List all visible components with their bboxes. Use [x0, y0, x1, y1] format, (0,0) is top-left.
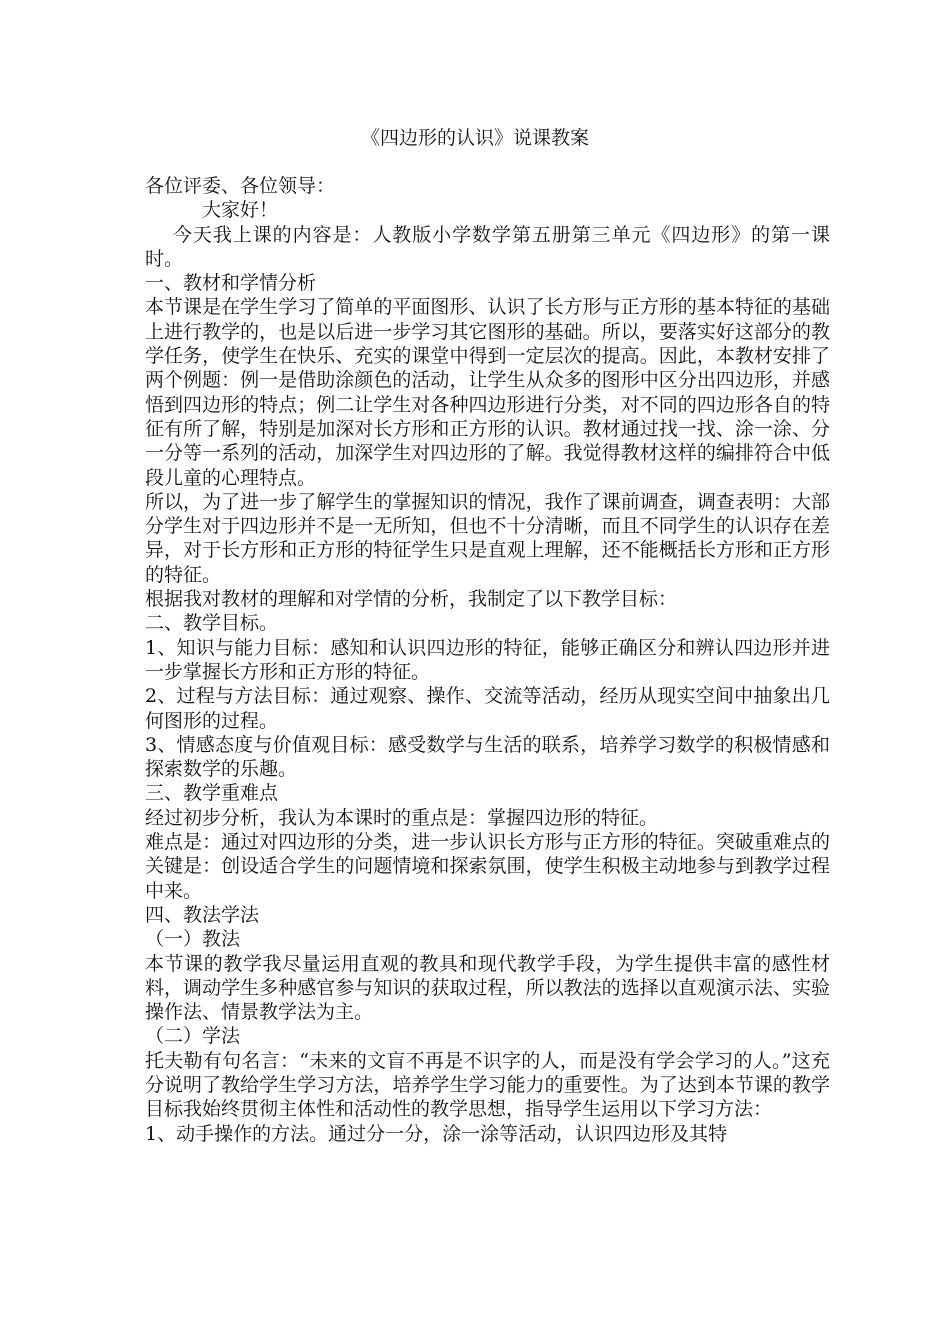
subheading-learning-method: （二）学法 [145, 1025, 241, 1048]
section-heading-4: 四、教法学法 [145, 903, 260, 926]
subheading-teaching-method: （一）教法 [145, 928, 241, 951]
paragraph-material-analysis: 本节课是在学生学习了简单的平面图形、认识了长方形与正方形的基本特征的基础上进行教学的，也是以后进一步学习其它图形的基础。所以，要落实好这部分的教学任务，使学生在快乐、充实的课堂中得到一定层次的提高。因此，本教材安排了两个例题：例一是借助涂颜色的活动，让学生从众多的图形中区分出四边形，并感悟到四边形的特点；例二让学生对各种四边形进行分类，对不同的四边形各自的特征有所了解，特别是加深对长方形和正方形的认识。教材通过找一找、涂一涂、分一分等一系列的活动，加深学生对四边形的了解。我觉得教材这样的编排符合中低段儿童的心理特点。 [145, 296, 830, 489]
goal-item-1: 1、知识与能力目标：感知和认识四边形的特征，能够正确区分和辨认四边形并进一步掌握长方形和正方形的特征。 [145, 636, 830, 683]
paragraph-learning-method: 托夫勒有句名言：“未来的文盲不再是不识字的人，而是没有学会学习的人。”这充分说明了教给学生学习方法，培养学生学习能力的重要性。为了达到本节课的教学目标我始终贯彻主体性和活动性的教学思想，指导学生运用以下学习方法： [145, 1049, 830, 1121]
goal-item-2: 2、过程与方法目标：通过观察、操作、交流等活动，经历从现实空间中抽象出几何图形的过程。 [145, 685, 830, 732]
paragraph-goal-lead: 根据我对教材的理解和对学情的分析，我制定了以下教学目标： [145, 588, 678, 611]
greeting: 大家好！ [202, 199, 279, 222]
section-heading-1: 一、教材和学情分析 [145, 272, 317, 295]
section-heading-3: 三、教学重难点 [145, 782, 279, 805]
intro-paragraph: 今天我上课的内容是：人教版小学数学第五册第三单元《四边形》的第一课时。 [145, 223, 830, 270]
paragraph-teaching-method: 本节课的教学我尽量运用直观的教具和现代教学手段，为学生提供丰富的感性材料，调动学生多种感官参与知识的获取过程，所以教法的选择以直观演示法、实验操作法、情景教学法为主。 [145, 952, 830, 1024]
salutation: 各位评委、各位领导： [145, 175, 336, 197]
goal-item-3: 3、情感态度与价值观目标：感受数学与生活的联系，培养学习数学的积极情感和探索数学的乐趣。 [145, 733, 830, 781]
section-heading-2: 二、教学目标。 [145, 612, 279, 635]
document-title: 《四边形的认识》说课教案 [360, 127, 589, 149]
paragraph-student-survey: 所以，为了进一步了解学生的掌握知识的情况，我作了课前调查，调查表明：大部分学生对于四边形并不是一无所知，但也不十分清晰，而且不同学生的认识存在差异，对于长方形和正方形的特征学生只是直观上理解，还不能概括长方形和正方形的特征。 [145, 490, 830, 586]
paragraph-difficulty: 难点是：通过对四边形的分类，进一步认识长方形与正方形的特征。突破重难点的关键是：创设适合学生的问题情境和探索氛围，使学生积极主动地参与到教学过程中来。 [145, 831, 830, 902]
method-item-1: 1、动手操作的方法。通过分一分，涂一涂等活动，认识四边形及其特 [145, 1122, 728, 1145]
paragraph-key-point: 经过初步分析，我认为本课时的重点是：掌握四边形的特征。 [145, 806, 659, 829]
document-body [145, 174, 830, 1146]
